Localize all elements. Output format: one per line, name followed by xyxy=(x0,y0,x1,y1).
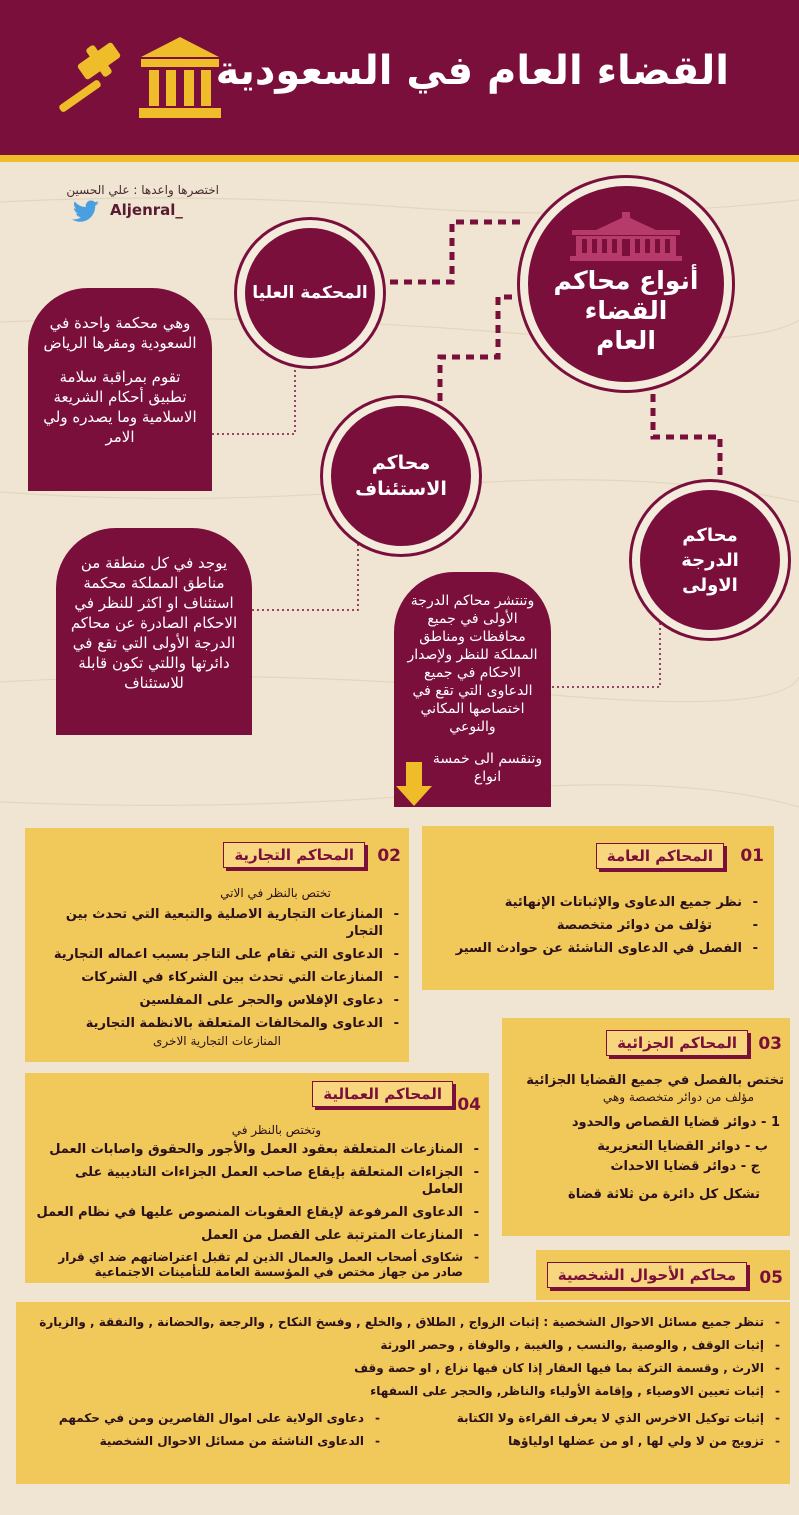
list-item: - الدعاوى المرفوعة لإيقاع العقوبات المنصوص عليها في نظام العمل xyxy=(33,1204,481,1221)
personal-status-list xyxy=(24,1314,782,1400)
center-circle xyxy=(520,178,732,390)
first-degree-label: محاكم الدرجة الاولى xyxy=(681,524,739,596)
list-item: - إثبات الوقف , والوصية ,والنسب , والغيبة , والوفاة , وحصر الورثة xyxy=(24,1337,782,1354)
labor-courts-title: المحاكم العمالية xyxy=(312,1081,453,1107)
criminal-courts-item-2: ب - دوائر القضايا التعزيرية xyxy=(597,1139,768,1154)
commercial-courts-title: المحاكم التجارية xyxy=(223,842,365,868)
supreme-court-label: المحكمة العليا xyxy=(252,283,368,303)
personal-status-title: محاكم الأحوال الشخصية xyxy=(547,1262,747,1288)
general-courts-title: المحاكم العامة xyxy=(596,843,724,869)
list-item: - شكاوى أصحاب العمل والعمال الذين لم تقبل اعتراضاتهم ضد اي قرار صادر من جهاز مختص في المؤسسة العامة للتأمينات الاجتماعية xyxy=(33,1250,481,1280)
general-courts-box xyxy=(422,826,774,990)
personal-status-right-list xyxy=(382,1410,782,1456)
list-item: - الجزاءات المتعلقة بإيقاع صاحب العمل الجزاءات التاديبية على العامل xyxy=(33,1164,481,1198)
appeal-courts-description xyxy=(56,528,252,735)
list-item: - إثبات توكيل الاخرس الذي لا يعرف القراءة ولا الكتابة xyxy=(382,1410,782,1427)
commercial-courts-outro: المنازعات التجارية الاخرى xyxy=(153,1034,281,1048)
list-item: - نظر جميع الدعاوى والإثباتات الإنهائية xyxy=(432,894,760,911)
criminal-courts-title: المحاكم الجزائية xyxy=(606,1030,748,1056)
list-item: - دعاوى الإفلاس والحجر على المفلسين xyxy=(33,992,401,1009)
personal-status-number: 05 xyxy=(759,1268,783,1288)
personal-status-columns xyxy=(24,1410,782,1456)
list-item: - الدعاوى والمخالفات المتعلقة بالانظمة التجارية xyxy=(33,1015,401,1032)
commercial-courts-number: 02 xyxy=(377,846,401,866)
appeal-courts-label: محاكم الاستئناف xyxy=(355,452,447,500)
criminal-courts-sub: مؤلف من دوائر متخصصة وهي xyxy=(602,1090,754,1104)
list-item: - تزويج من لا ولي لها , او من عضلها اولياؤها xyxy=(382,1433,782,1450)
labor-courts-box xyxy=(25,1073,489,1283)
list-item: - الدعاوى الناشئة من مسائل الاحوال الشخصية xyxy=(32,1433,382,1450)
labor-courts-number: 04 xyxy=(457,1095,481,1115)
general-courts-list xyxy=(432,894,760,957)
criminal-courts-number: 03 xyxy=(758,1034,782,1054)
appeal-courts-circle xyxy=(323,398,479,554)
list-item: - الفصل في الدعاوى الناشئة عن حوادث السير xyxy=(432,940,760,957)
criminal-courts-item-3: ج - دوائر قضايا الاحداث xyxy=(610,1159,760,1174)
list-item: - المنازعات المترتبة على الفصل من العمل xyxy=(33,1227,481,1244)
personal-status-box xyxy=(16,1302,790,1484)
first-degree-text-1: وتنتشر محاكم الدرجة الأولى في جميع محافظات ومناطق المملكة للنظر ولإصدار الاحكام في جميع الدعاوى التي تقع في اختصاصها المكاني والنوعي xyxy=(407,593,538,735)
first-degree-circle xyxy=(632,482,788,638)
supreme-court-description xyxy=(28,288,212,491)
list-item: - الارث , وقسمة التركة بما فيها العقار إذا كان فيها نزاع , او حصة وقف xyxy=(24,1360,782,1377)
twitter-handle[interactable]: Aljenral_ xyxy=(110,201,183,219)
courthouse-icon xyxy=(135,35,225,120)
commercial-courts-intro: تختص بالنظر في الاتي xyxy=(220,886,331,900)
labor-courts-intro: وتختص بالنظر في xyxy=(231,1123,321,1137)
first-degree-text-2: وتنقسم الى خمسة انواع xyxy=(432,751,543,785)
supreme-court-text-1: وهي محكمة واحدة في السعودية ومقرها الرياض xyxy=(43,314,197,352)
general-courts-number: 01 xyxy=(740,846,764,866)
criminal-courts-box xyxy=(502,1018,790,1236)
page-title: القضاء العام في السعودية xyxy=(215,48,729,94)
commercial-courts-list xyxy=(33,906,401,1032)
personal-status-left-list xyxy=(32,1410,382,1456)
list-item: - تؤلف من دوائر متخصصة xyxy=(432,917,760,934)
white-house-icon xyxy=(566,212,686,262)
supreme-court-text-2: تقوم بمراقبة سلامة تطبيق أحكام الشريعة الاسلامية وما يصدره ولي الامر xyxy=(43,368,197,446)
supreme-court-circle xyxy=(237,220,383,366)
list-item: - إثبات تعيين الاوصياء , وإقامة الأولياء والناظر, والحجر على السفهاء xyxy=(24,1383,782,1400)
criminal-courts-item-1: 1 - دوائر قضايا القصاص والحدود xyxy=(571,1115,780,1130)
labor-courts-list xyxy=(33,1141,481,1280)
center-circle-label: أنواع محاكم القضاء العام xyxy=(553,266,699,355)
list-item: - المنازعات المتعلقة بعقود العمل والأجور والحقوق واصابات العمل xyxy=(33,1141,481,1158)
header-stripe xyxy=(0,155,799,162)
list-item: - المنازعات التي تحدث بين الشركاء في الشركات xyxy=(33,969,401,986)
list-item: - المنازعات التجارية الاصلية والتبعية التي تحدث بين التجار xyxy=(33,906,401,940)
list-item: - دعاوى الولاية على اموال القاصرين ومن في حكمهم xyxy=(32,1410,382,1427)
list-item: - الدعاوى التي تقام على التاجر بسبب اعماله التجارية xyxy=(33,946,401,963)
author-credit: اختصرها واعدها : علي الحسين xyxy=(66,183,219,197)
criminal-courts-lead: تختص بالفصل في جميع القضايا الجزائية xyxy=(526,1073,784,1088)
commercial-courts-box xyxy=(25,828,409,1062)
criminal-courts-outro: تشكل كل دائرة من ثلاثة قضاة xyxy=(568,1187,760,1202)
list-item: - تنظر جميع مسائل الاحوال الشخصية : إثبات الزواج , الطلاق , والخلع , وفسخ النكاح , والرجعة ,والحضانة , والنفقة , والزيارة xyxy=(24,1314,782,1331)
gavel-icon xyxy=(48,42,138,122)
appeal-courts-text: يوجد في كل منطقة من مناطق المملكة محكمة استئناف او اكثر للنظر في الاحكام الصادرة عن محاكم الدرجة الأولى التي تقع في دائرتها واللتي تكون قابلة للاستئناف xyxy=(70,554,238,692)
arrow-down-icon xyxy=(396,762,432,806)
